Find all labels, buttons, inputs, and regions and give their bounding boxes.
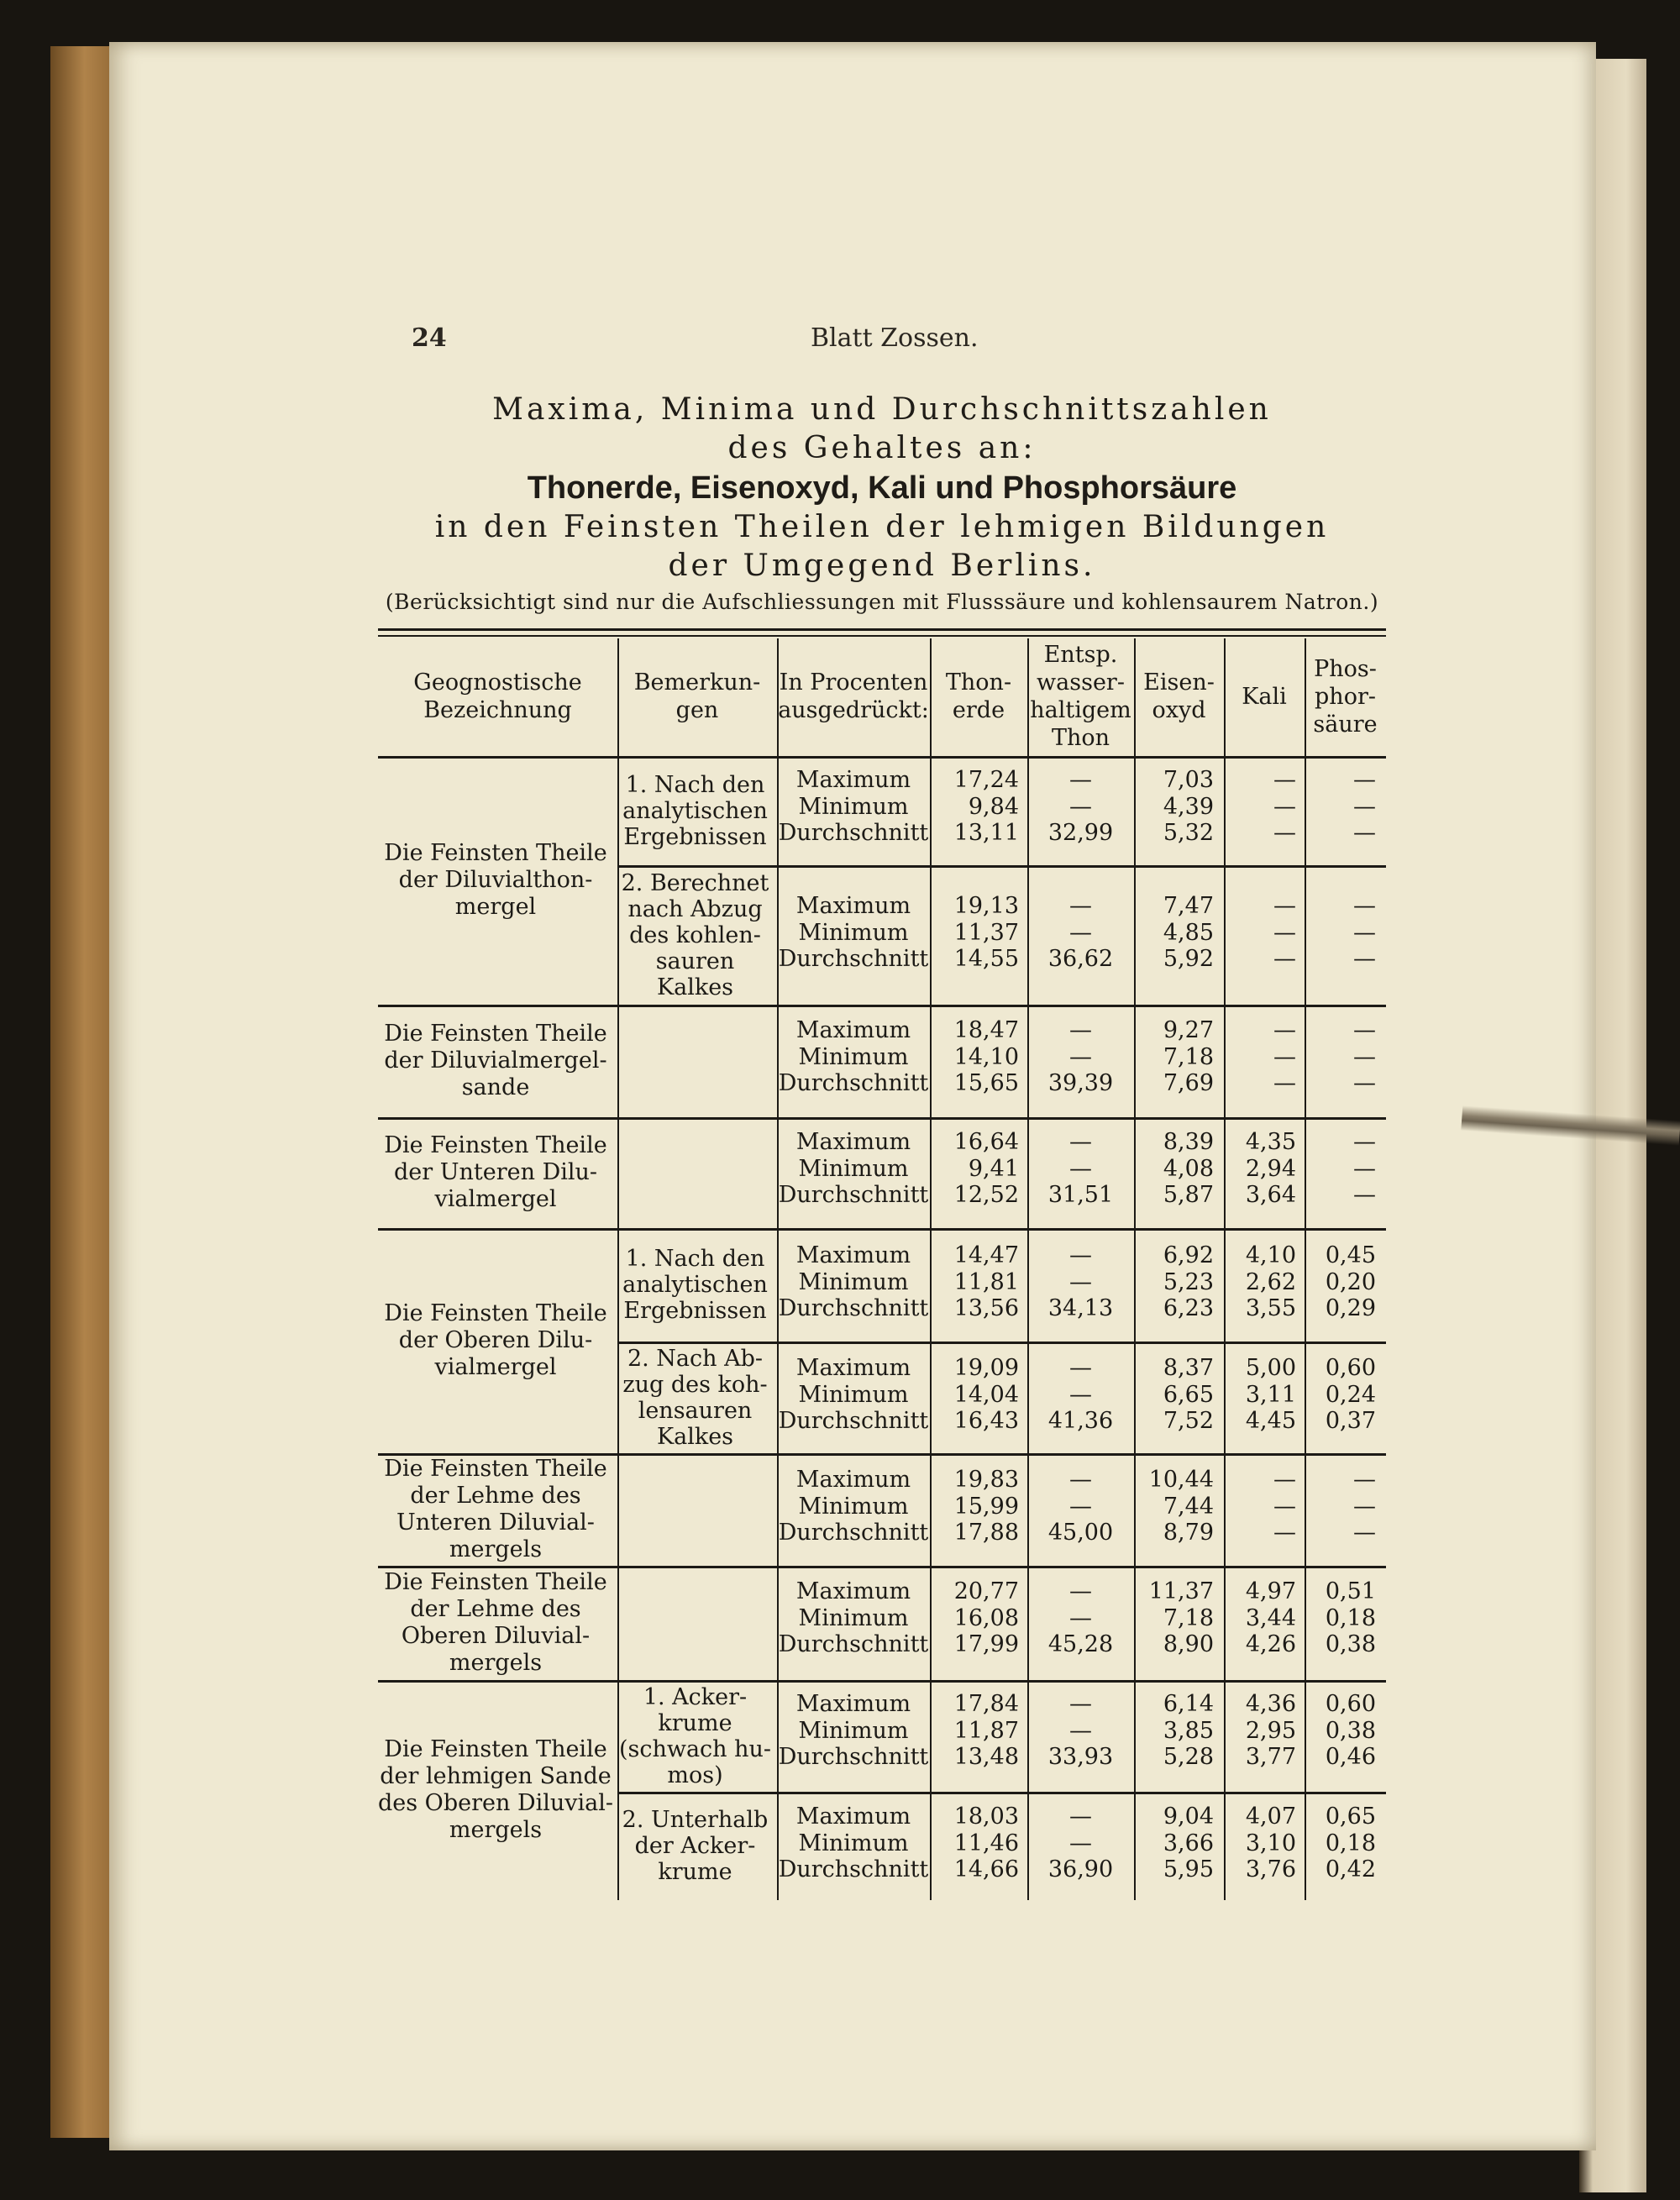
stat-label: Maximum — [795, 1242, 911, 1268]
value-cell: — — [1069, 893, 1092, 919]
value-cell: — — [1353, 1043, 1376, 1070]
value-cell: 14,47 — [953, 1242, 1019, 1268]
stat-label: Maximum — [795, 1804, 911, 1830]
value-cell: 0,24 — [1325, 1381, 1376, 1408]
value-cell: 5,32 — [1163, 820, 1214, 846]
table-top-rule — [378, 628, 1386, 631]
text-line: Die Feinsten Theile — [384, 1569, 607, 1595]
value-cell: 0,45 — [1325, 1242, 1376, 1268]
text-line: haltigem — [1030, 697, 1131, 723]
value-cell: 4,07 — [1245, 1804, 1296, 1830]
text-line: Unteren Diluvial- — [396, 1510, 595, 1536]
value-cell: 18,47 — [953, 1017, 1019, 1043]
value-cell: 17,88 — [953, 1520, 1019, 1546]
value-cell: — — [1069, 1578, 1092, 1604]
text-line: sauren — [655, 948, 735, 974]
value-cell: 14,04 — [953, 1381, 1019, 1408]
text-line: Die Feinsten Theile — [384, 1132, 607, 1158]
value-cell: 6,65 — [1163, 1381, 1214, 1408]
value-cell: — — [1273, 946, 1296, 972]
value-cell: 5,00 — [1245, 1355, 1296, 1381]
text-line: erde — [952, 697, 1005, 723]
stat-label: Maximum — [795, 1691, 911, 1717]
text-line: nach Abzug — [627, 895, 763, 922]
text-line: Ergebnissen — [623, 1298, 767, 1324]
value-cell: 11,46 — [953, 1830, 1019, 1856]
value-cell: 16,08 — [953, 1604, 1019, 1631]
value-cell: 11,37 — [1148, 1578, 1214, 1604]
value-cell: 13,11 — [953, 820, 1019, 846]
text-line: des Oberen Diluvial- — [377, 1790, 613, 1816]
value-cell: — — [1353, 919, 1376, 946]
group-divider — [378, 1005, 1386, 1007]
stat-label: Durchschnitt — [778, 820, 929, 846]
value-cell: 0,29 — [1325, 1295, 1376, 1321]
text-line: Die Feinsten Theile — [384, 1736, 607, 1762]
value-cell: — — [1353, 793, 1376, 820]
subgroup-remark — [617, 1807, 773, 1885]
text-line: vialmergel — [434, 1186, 557, 1212]
value-cell: 7,44 — [1163, 1493, 1214, 1520]
value-cell: 6,92 — [1163, 1242, 1214, 1268]
value-cell: — — [1069, 1467, 1092, 1493]
value-cell: — — [1273, 1043, 1296, 1070]
value-cell: 4,36 — [1245, 1691, 1296, 1717]
value-cell: — — [1069, 767, 1092, 793]
value-cell: 3,66 — [1163, 1830, 1214, 1856]
value-cell: — — [1273, 793, 1296, 820]
text-line: Die Feinsten Theile — [384, 840, 607, 866]
value-cell: — — [1069, 919, 1092, 946]
title-note: (Berücksichtigt sind nur die Aufschliessungen mit Flusssäure und kohlensaurem Natron.) — [385, 590, 1379, 614]
value-cell: 36,90 — [1047, 1856, 1114, 1882]
group-divider — [378, 1228, 1386, 1231]
stat-label: Maximum — [795, 1017, 911, 1043]
value-cell: 0,20 — [1325, 1268, 1376, 1295]
value-cell: 19,09 — [953, 1355, 1019, 1381]
value-cell: 4,10 — [1245, 1242, 1296, 1268]
stat-label: Minimum — [798, 1493, 909, 1520]
text-line: Ergebnissen — [623, 823, 767, 850]
value-cell: 3,64 — [1245, 1182, 1296, 1208]
text-line: sande — [461, 1074, 530, 1100]
stat-label: Maximum — [795, 1467, 911, 1493]
value-cell: — — [1273, 1493, 1296, 1520]
subgroup-remark — [617, 1246, 773, 1324]
text-line: zug des koh- — [622, 1371, 768, 1398]
value-cell: — — [1069, 1242, 1092, 1268]
text-line: Kalkes — [656, 974, 734, 1000]
value-cell: 4,39 — [1163, 793, 1214, 820]
value-cell: 0,38 — [1325, 1717, 1376, 1744]
value-cell: 16,64 — [953, 1129, 1019, 1155]
value-cell: — — [1069, 1804, 1092, 1830]
value-cell: 18,03 — [953, 1804, 1019, 1830]
value-cell: 9,27 — [1163, 1017, 1214, 1043]
value-cell: 2,94 — [1245, 1155, 1296, 1182]
text-line: mergels — [449, 1536, 543, 1562]
value-cell: 4,45 — [1245, 1408, 1296, 1434]
text-line: Bezeichnung — [423, 697, 572, 723]
stat-label: Durchschnitt — [778, 946, 929, 972]
value-cell: 45,00 — [1047, 1520, 1114, 1546]
title-line-4: in den Feinsten Theilen der lehmigen Bildungen — [434, 510, 1330, 544]
text-line: mergels — [449, 1650, 543, 1676]
text-line: 1. Nach den — [625, 771, 765, 798]
stat-label: Durchschnitt — [778, 1744, 929, 1770]
value-cell: 0,46 — [1325, 1744, 1376, 1770]
table-title-block — [370, 391, 1394, 619]
text-line: Thon- — [945, 669, 1012, 696]
subgroup-divider — [617, 1792, 1386, 1794]
value-cell: — — [1353, 820, 1376, 846]
text-line: der Lehme des — [410, 1483, 581, 1509]
value-cell: — — [1273, 767, 1296, 793]
text-line: Die Feinsten Theile — [384, 1021, 607, 1047]
value-cell: 10,44 — [1148, 1467, 1214, 1493]
text-line: des kohlen- — [629, 921, 761, 948]
value-cell: 14,10 — [953, 1043, 1019, 1070]
text-line: 2. Berechnet — [621, 869, 769, 896]
value-cell: 41,36 — [1047, 1408, 1114, 1434]
value-cell: — — [1273, 893, 1296, 919]
text-line: Eisen- — [1143, 669, 1215, 696]
value-cell: 7,18 — [1163, 1043, 1214, 1070]
value-cell: — — [1273, 1467, 1296, 1493]
value-cell: — — [1273, 1070, 1296, 1096]
value-cell: 15,99 — [953, 1493, 1019, 1520]
value-cell: 2,95 — [1245, 1717, 1296, 1744]
value-cell: 34,13 — [1047, 1295, 1114, 1321]
value-cell: 3,44 — [1245, 1604, 1296, 1631]
text-line: 1. Acker- — [643, 1683, 748, 1710]
value-cell: — — [1353, 767, 1376, 793]
value-cell: 20,77 — [953, 1578, 1019, 1604]
value-cell: — — [1353, 1070, 1376, 1096]
value-cell: 3,11 — [1245, 1381, 1296, 1408]
value-cell: — — [1069, 793, 1092, 820]
text-line: der Acker- — [634, 1833, 756, 1859]
value-cell: — — [1069, 1830, 1092, 1856]
text-line: Kalkes — [656, 1423, 734, 1450]
value-cell: 5,95 — [1163, 1856, 1214, 1882]
value-cell: 3,76 — [1245, 1856, 1296, 1882]
text-line: oxyd — [1152, 697, 1206, 723]
value-cell: — — [1353, 1182, 1376, 1208]
value-cell: 0,18 — [1325, 1830, 1376, 1856]
text-line: Bemerkun- — [633, 669, 761, 696]
value-cell: — — [1069, 1355, 1092, 1381]
value-cell: — — [1273, 820, 1296, 846]
stat-label: Minimum — [798, 1155, 909, 1182]
value-cell: — — [1069, 1129, 1092, 1155]
value-cell: — — [1353, 1467, 1376, 1493]
text-line: (schwach hu- — [618, 1735, 772, 1762]
text-line: der lehmigen Sande — [380, 1763, 612, 1789]
value-cell: 19,83 — [953, 1467, 1019, 1493]
table-top-rule-2 — [378, 635, 1386, 637]
value-cell: 0,18 — [1325, 1604, 1376, 1631]
text-line: Thon — [1051, 725, 1110, 751]
stat-label: Minimum — [798, 1717, 909, 1744]
value-cell: 4,35 — [1245, 1129, 1296, 1155]
text-line: der Oberen Dilu- — [398, 1327, 593, 1353]
value-cell: — — [1353, 1155, 1376, 1182]
value-cell: 12,52 — [953, 1182, 1019, 1208]
text-line: ausgedrückt: — [778, 697, 929, 723]
value-cell: 17,99 — [953, 1631, 1019, 1657]
value-cell: 31,51 — [1047, 1182, 1114, 1208]
text-line: gen — [675, 697, 719, 723]
title-line-2: des Gehaltes an: — [727, 431, 1037, 465]
column-header-geognostische — [378, 669, 617, 724]
text-line: analytischen — [622, 797, 768, 824]
value-cell: 17,84 — [953, 1691, 1019, 1717]
group-designation — [374, 1569, 617, 1677]
value-cell: 36,62 — [1047, 946, 1114, 972]
text-line: Entsp. — [1043, 642, 1118, 668]
value-cell: 15,65 — [953, 1070, 1019, 1096]
value-cell: 19,13 — [953, 893, 1019, 919]
value-cell: 7,18 — [1163, 1604, 1214, 1631]
value-cell: 0,60 — [1325, 1355, 1376, 1381]
column-header-thon — [1027, 641, 1134, 752]
header-bottom-rule — [378, 756, 1386, 759]
text-line: vialmergel — [434, 1354, 557, 1380]
value-cell: — — [1069, 1043, 1092, 1070]
stat-label: Maximum — [795, 767, 911, 793]
value-cell: 11,37 — [953, 919, 1019, 946]
value-cell: — — [1069, 1381, 1092, 1408]
group-designation — [374, 1021, 617, 1101]
stat-label: Minimum — [798, 793, 909, 820]
column-header-bemerkungen — [617, 669, 777, 724]
text-line: wasser- — [1037, 669, 1125, 696]
value-cell: — — [1069, 1017, 1092, 1043]
title-line-5: der Umgegend Berlins. — [668, 549, 1096, 583]
stat-label: Maximum — [795, 1578, 911, 1604]
value-cell: 4,08 — [1163, 1155, 1214, 1182]
subgroup-remark — [617, 870, 773, 1000]
stat-label: Minimum — [798, 919, 909, 946]
title-line-1: Maxima, Minima und Durchschnittszahlen — [492, 392, 1272, 427]
value-cell: 4,26 — [1245, 1631, 1296, 1657]
stat-label: Durchschnitt — [778, 1408, 929, 1434]
value-cell: 14,55 — [953, 946, 1019, 972]
value-cell: 9,84 — [968, 793, 1019, 820]
page-number: 24 — [412, 323, 447, 353]
value-cell: — — [1273, 1520, 1296, 1546]
value-cell: — — [1069, 1717, 1092, 1744]
value-cell: — — [1353, 946, 1376, 972]
column-header-thonerde — [930, 669, 1027, 724]
text-line: mergel — [454, 894, 537, 920]
value-cell: 0,51 — [1325, 1578, 1376, 1604]
value-cell: 8,90 — [1163, 1631, 1214, 1657]
group-divider — [378, 1566, 1386, 1568]
value-cell: 0,38 — [1325, 1631, 1376, 1657]
value-cell: 0,37 — [1325, 1408, 1376, 1434]
value-cell: — — [1273, 1017, 1296, 1043]
stat-label: Minimum — [798, 1830, 909, 1856]
value-cell: 13,48 — [953, 1744, 1019, 1770]
value-cell: — — [1353, 1520, 1376, 1546]
value-cell: 17,24 — [953, 767, 1019, 793]
value-cell: 8,37 — [1163, 1355, 1214, 1381]
text-line: analytischen — [622, 1272, 768, 1298]
value-cell: 5,28 — [1163, 1744, 1214, 1770]
value-cell: 4,97 — [1245, 1578, 1296, 1604]
text-line: säure — [1313, 711, 1378, 738]
page-header — [412, 323, 1386, 357]
running-head: Blatt Zossen. — [811, 323, 979, 353]
column-header-procenten — [777, 669, 930, 724]
subgroup-remark — [617, 772, 773, 850]
value-cell: 8,39 — [1163, 1129, 1214, 1155]
text-line: der Diluvialmergel- — [384, 1047, 607, 1074]
value-cell: 2,62 — [1245, 1268, 1296, 1295]
value-cell: — — [1273, 919, 1296, 946]
value-cell: — — [1069, 1155, 1092, 1182]
value-cell: 13,56 — [953, 1295, 1019, 1321]
group-divider — [378, 1117, 1386, 1120]
stat-label: Durchschnitt — [778, 1856, 929, 1882]
value-cell: 11,81 — [953, 1268, 1019, 1295]
value-cell: — — [1069, 1493, 1092, 1520]
value-cell: — — [1069, 1604, 1092, 1631]
value-cell: 6,23 — [1163, 1295, 1214, 1321]
stat-label: Minimum — [798, 1043, 909, 1070]
group-divider — [378, 1680, 1386, 1683]
text-line: der Lehme des — [410, 1596, 581, 1622]
subgroup-divider — [617, 1342, 1386, 1344]
value-cell: 7,47 — [1163, 893, 1214, 919]
value-cell: 3,55 — [1245, 1295, 1296, 1321]
text-line: Phos- — [1314, 655, 1377, 682]
text-line: phor- — [1315, 683, 1376, 710]
text-line: der Diluvialthon- — [398, 867, 593, 893]
stat-label: Minimum — [798, 1604, 909, 1631]
value-cell: 16,43 — [953, 1408, 1019, 1434]
subgroup-remark — [617, 1684, 773, 1788]
text-line: lensauren — [638, 1397, 753, 1424]
stat-label: Durchschnitt — [778, 1631, 929, 1657]
text-line: mos) — [667, 1762, 723, 1788]
group-designation — [374, 1736, 617, 1844]
value-cell: — — [1353, 1129, 1376, 1155]
stat-label: Minimum — [798, 1381, 909, 1408]
column-header-phosphor — [1305, 655, 1386, 738]
text-line: krume — [658, 1859, 732, 1885]
text-line: Geognostische — [413, 669, 582, 696]
value-cell: — — [1353, 1493, 1376, 1520]
value-cell: 0,42 — [1325, 1856, 1376, 1882]
stat-label: Maximum — [795, 893, 911, 919]
value-cell: 3,10 — [1245, 1830, 1296, 1856]
text-line: der Unteren Dilu- — [393, 1159, 597, 1185]
value-cell: 5,92 — [1163, 946, 1214, 972]
group-designation — [374, 1456, 617, 1563]
text-line: Die Feinsten Theile — [384, 1300, 607, 1326]
text-line: Die Feinsten Theile — [384, 1456, 607, 1482]
text-line: In Procenten — [779, 669, 928, 696]
text-line: Kali — [1242, 683, 1287, 710]
value-cell: 32,99 — [1047, 820, 1114, 846]
value-cell: 5,23 — [1163, 1268, 1214, 1295]
value-cell: 3,85 — [1163, 1717, 1214, 1744]
group-designation — [374, 1132, 617, 1213]
value-cell: — — [1353, 893, 1376, 919]
value-cell: 14,66 — [953, 1856, 1019, 1882]
text-line: 1. Nach den — [625, 1246, 765, 1272]
text-line: Oberen Diluvial- — [401, 1623, 591, 1649]
stat-label: Durchschnitt — [778, 1520, 929, 1546]
value-cell: 33,93 — [1047, 1744, 1114, 1770]
group-designation — [374, 1300, 617, 1381]
value-cell: — — [1069, 1691, 1092, 1717]
value-cell: 3,77 — [1245, 1744, 1296, 1770]
text-line: 2. Nach Ab- — [627, 1345, 764, 1372]
value-cell: 5,87 — [1163, 1182, 1214, 1208]
stat-label: Maximum — [795, 1129, 911, 1155]
group-designation — [374, 840, 617, 921]
value-cell: 45,28 — [1047, 1631, 1114, 1657]
subgroup-remark — [617, 1346, 773, 1450]
subgroup-divider — [617, 865, 1386, 868]
stat-label: Durchschnitt — [778, 1070, 929, 1096]
stat-label: Durchschnitt — [778, 1295, 929, 1321]
stat-label: Durchschnitt — [778, 1182, 929, 1208]
value-cell: 39,39 — [1047, 1070, 1114, 1096]
column-header-kali — [1224, 683, 1305, 711]
value-cell: 8,79 — [1163, 1520, 1214, 1546]
value-cell: 4,85 — [1163, 919, 1214, 946]
value-cell: 7,52 — [1163, 1408, 1214, 1434]
value-cell: 7,03 — [1163, 767, 1214, 793]
stat-label: Minimum — [798, 1268, 909, 1295]
value-cell: — — [1069, 1268, 1092, 1295]
value-cell: 0,65 — [1325, 1804, 1376, 1830]
title-line-3: Thonerde, Eisenoxyd, Kali und Phosphorsäure — [527, 470, 1237, 506]
value-cell: 11,87 — [953, 1717, 1019, 1744]
value-cell: 9,04 — [1163, 1804, 1214, 1830]
stat-label: Maximum — [795, 1355, 911, 1381]
text-line: mergels — [449, 1817, 543, 1843]
text-line: krume — [658, 1709, 732, 1736]
value-cell: 9,41 — [968, 1155, 1019, 1182]
value-cell: — — [1353, 1017, 1376, 1043]
value-cell: 0,60 — [1325, 1691, 1376, 1717]
column-header-eisenoxyd — [1134, 669, 1224, 724]
value-cell: 6,14 — [1163, 1691, 1214, 1717]
text-line: 2. Unterhalb — [622, 1807, 769, 1833]
value-cell: 7,69 — [1163, 1070, 1214, 1096]
